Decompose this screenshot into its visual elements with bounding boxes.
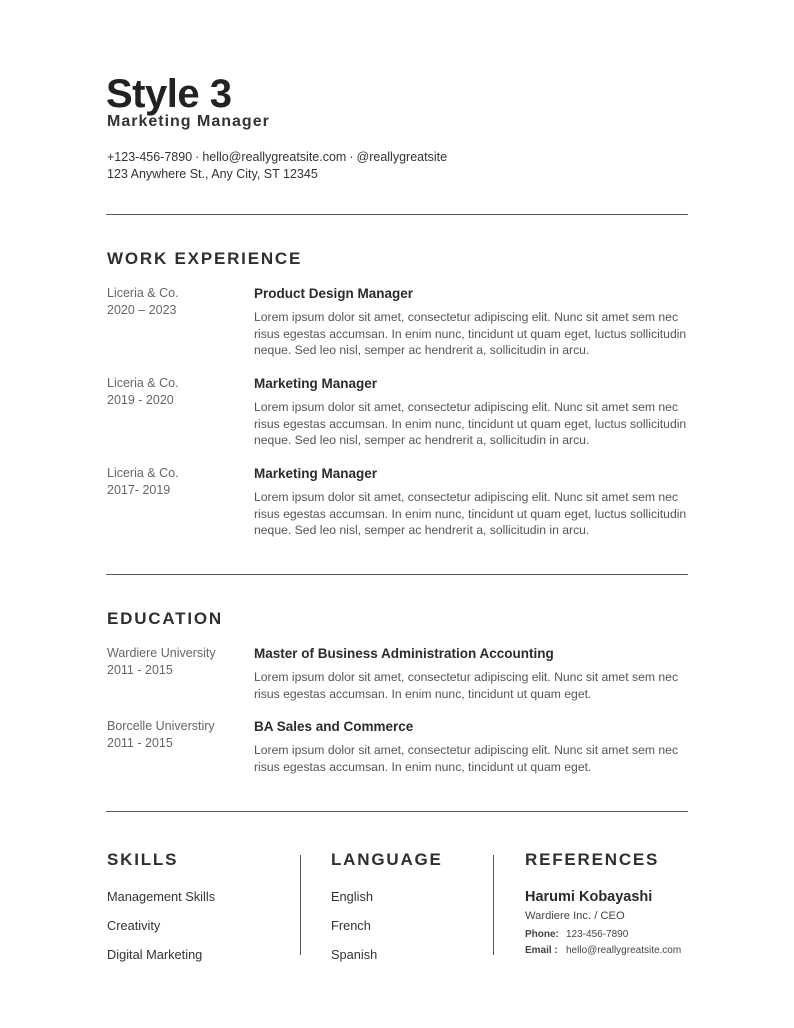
language-heading: LANGUAGE <box>331 850 443 869</box>
dates: 2011 - 2015 <box>107 663 173 677</box>
reference-company: Wardiere Inc. / CEO <box>525 910 625 922</box>
reference-email: hello@reallygreatsite.com <box>566 945 682 956</box>
separator: · <box>349 150 354 164</box>
column-divider <box>300 855 301 955</box>
company: Liceria & Co. <box>107 286 179 300</box>
description: Lorem ipsum dolor sit amet, consectetur adipiscing elit. Nunc sit amet sem nec risus egestas accumsan. In enim nunc, tincidunt ut quam eget, luctus sollicitudin neque. Sed leo nisl, semper ac hendrerit a, sollicitudin in arcu. <box>254 400 687 448</box>
job-title: Marketing Manager <box>107 113 270 130</box>
language-item: English <box>331 889 373 904</box>
dates: 2019 - 2020 <box>107 393 174 407</box>
company: Liceria & Co. <box>107 376 179 390</box>
phone-label: Phone: <box>525 929 559 940</box>
description: Lorem ipsum dolor sit amet, consectetur adipiscing elit. Nunc sit amet sem nec risus egestas accumsan. In enim nunc, tincidunt ut quam eget, luctus sollicitudin neque. Sed leo nisl, semper ac hendrerit a, sollicitudin in arcu. <box>254 490 687 538</box>
position: Marketing Manager <box>254 376 378 391</box>
separator: · <box>195 150 200 164</box>
work-entry-body <box>254 465 690 539</box>
references-column <box>525 850 725 958</box>
degree: BA Sales and Commerce <box>254 719 414 734</box>
work-entry-body <box>254 375 690 449</box>
dates: 2020 – 2023 <box>107 303 177 317</box>
skill-item: Digital Marketing <box>107 947 203 962</box>
resume-name: Style 3 <box>106 72 232 116</box>
skills-heading: SKILLS <box>107 850 179 869</box>
contact-line <box>107 149 447 166</box>
phone: +123-456-7890 <box>107 150 193 164</box>
skill-item: Creativity <box>107 918 161 933</box>
work-entry-body <box>254 285 690 359</box>
work-entry-meta <box>107 285 247 319</box>
dates: 2017- 2019 <box>107 483 171 497</box>
school: Wardiere University <box>107 646 216 660</box>
address: 123 Anywhere St., Any City, ST 12345 <box>107 167 318 181</box>
school: Borcelle Universtiry <box>107 719 215 733</box>
education-entry-meta <box>107 645 247 679</box>
divider <box>106 811 688 812</box>
degree: Master of Business Administration Accounting <box>254 646 554 661</box>
social-handle: @reallygreatsite <box>356 150 448 164</box>
reference-phone: 123-456-7890 <box>566 929 629 940</box>
skill-item: Management Skills <box>107 889 216 904</box>
column-divider <box>493 855 494 955</box>
reference-phone-row <box>525 928 725 942</box>
divider <box>106 214 688 215</box>
education-heading: EDUCATION <box>107 609 223 628</box>
work-entry-meta <box>107 465 247 499</box>
skills-column <box>107 850 287 963</box>
education-entry-meta <box>107 718 247 752</box>
company: Liceria & Co. <box>107 466 179 480</box>
references-heading: REFERENCES <box>525 850 660 869</box>
education-entry-body <box>254 645 690 702</box>
position: Marketing Manager <box>254 466 378 481</box>
work-entry-meta <box>107 375 247 409</box>
language-item: French <box>331 918 371 933</box>
work-experience-heading: WORK EXPERIENCE <box>107 249 303 268</box>
language-column <box>331 850 481 963</box>
contact-block <box>107 149 447 183</box>
education-entry-body <box>254 718 690 775</box>
language-item: Spanish <box>331 947 378 962</box>
description: Lorem ipsum dolor sit amet, consectetur adipiscing elit. Nunc sit amet sem nec risus egestas accumsan. In enim nunc, tincidunt ut quam eget, luctus sollicitudin neque. Sed leo nisl, semper ac hendrerit a, sollicitudin in arcu. <box>254 310 687 358</box>
email: hello@reallygreatsite.com <box>202 150 347 164</box>
position: Product Design Manager <box>254 286 414 301</box>
description: Lorem ipsum dolor sit amet, consectetur adipiscing elit. Nunc sit amet sem nec risus egestas accumsan. In enim nunc, tincidunt ut quam eget. <box>254 743 679 774</box>
reference-email-row <box>525 944 725 958</box>
reference-name: Harumi Kobayashi <box>525 889 653 905</box>
divider <box>106 574 688 575</box>
description: Lorem ipsum dolor sit amet, consectetur adipiscing elit. Nunc sit amet sem nec risus egestas accumsan. In enim nunc, tincidunt ut quam eget. <box>254 670 679 701</box>
dates: 2011 - 2015 <box>107 736 173 750</box>
email-label: Email : <box>525 945 558 956</box>
